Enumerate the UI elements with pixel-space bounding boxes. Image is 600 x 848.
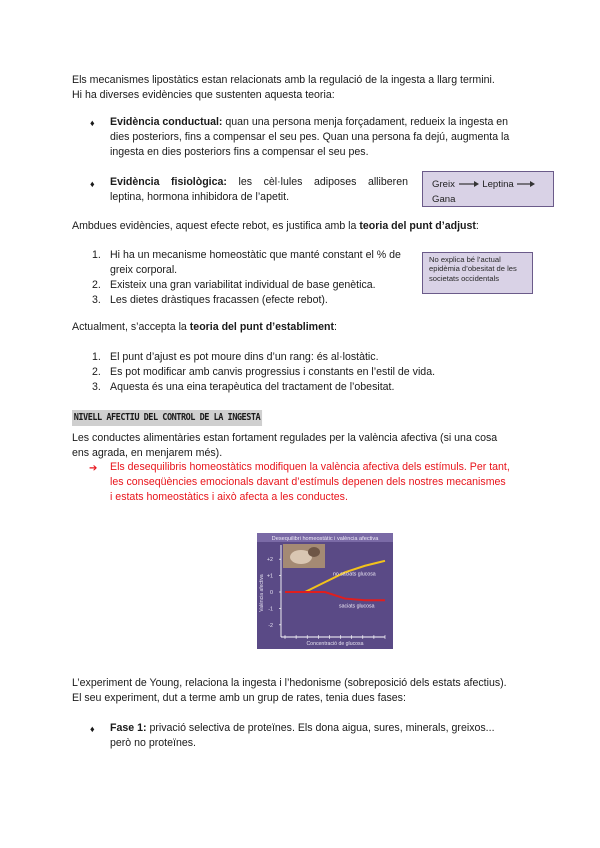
list-item-text: Hi ha un mecanisme homeostàtic que manté constant el % de [110,249,401,261]
y-tick-label: +2 [266,557,273,564]
x-axis-label: Concentració de glucosa [306,641,364,647]
list-item: El punt d’ajust es pot moure dins d’un rang: és al·lostàtic. [110,351,379,363]
note-line: societats occidentals [429,273,500,283]
rebound-text: Ambdues evidències, aquest efecte rebot, es justifica amb la [72,220,360,232]
diamond-bullet-icon: ♦ [90,179,95,189]
evidence-behavioural [110,115,528,160]
note-line: No explica bé l’actual [429,255,501,264]
diamond-bullet-icon: ♦ [90,118,95,128]
y-tick-label: -2 [268,622,273,629]
list-item: Les dietes dràstiques fracassen (efecte rebot). [110,294,328,306]
evidence-text: quan una persona menja forçadament, redueix la ingesta en [222,116,509,128]
list-number: 2. [92,279,101,291]
paragraph-line: El seu experiment, dut a terme amb un grup de rates, tenia dues fases: [72,692,406,704]
arrow-right-icon: ➔ [89,463,98,474]
list-item: Es pot modificar amb canvis progressius i constants en l’estil de vida. [110,366,436,378]
leptin-label: Leptina [482,179,514,190]
valence-chart [257,533,393,649]
intro-line-2: Hi ha diverses evidències que sustenten aquesta teoria: [72,89,335,101]
list-item-text: greix corporal. [110,264,178,276]
evidence-text: dies posteriors, fins a compensar el seu pes. Quan una persona fa dejú, augmenta la [110,131,510,143]
young-paragraph [72,676,507,706]
rebound-colon: : [475,220,479,232]
evidence-title: Evidència fisiològica: [110,176,227,188]
obesity-note-box [422,252,533,294]
arrow-right-icon [516,180,536,188]
y-tick-label: +1 [266,573,273,580]
list-number: 3. [92,294,101,306]
fat-label: Greix [432,179,455,190]
series-label: saciats glucosa [339,603,375,610]
paragraph-line: Les conductes alimentàries estan fortament regulades per la valència afectiva (si una cosa [72,432,498,444]
highlight-line: Els desequilibris homeostàtics modifiquen la valència afectiva dels estímuls. Per tant, [110,461,510,473]
evidence-text: ingesta en dies posteriors fins a compensar el seu pes. [110,146,369,158]
affective-highlight [110,460,510,505]
y-tick-label: -1 [268,606,273,613]
chart-title: Desequilibri homeostàtic i valència afectiva [271,536,379,542]
settling-theory: teoria del punt d’establiment [189,321,334,333]
evidence-text: les cèl·lules adiposes alliberen [226,176,408,188]
phase-text: privació selectiva de proteïnes. Els dona aigua, sures, minerals, greixos... [146,722,495,734]
rat-photo-shape [308,547,320,557]
hunger-label: Gana [432,194,456,205]
list-item [110,248,401,278]
intro-paragraph [72,73,495,103]
intro-line-1: Els mecanismes lipostàtics estan relacionats amb la regulació de la ingesta a llarg termini. [72,74,495,86]
highlight-line: i estats homeostàtics i això afecta a les conductes. [110,491,348,503]
leptin-diagram-box [422,171,554,207]
paragraph-line: ens agrada, en menjarem més). [72,447,223,459]
arrow-right-icon [458,180,480,188]
affective-paragraph [72,431,497,461]
evidence-text: leptina, hormona inhibidora de l’apetit. [110,191,290,203]
section-heading: NIVELL AFECTIU DEL CONTROL DE LA INGESTA [72,410,262,426]
list-number: 2. [92,366,101,378]
rebound-theory: teoria del punt d’adjust [359,220,476,232]
settling-colon: : [334,321,337,333]
diamond-bullet-icon: ♦ [90,724,95,734]
list-number: 3. [92,381,101,393]
highlight-line: les conseqüències emocionals davant d’estímuls depenen dels nostres mecanismes [110,476,506,488]
list-item: Existeix una gran variabilitat individual de base genètica. [110,279,376,291]
y-tick-label: 0 [270,590,273,596]
y-axis-label: València afectiva [259,574,265,612]
paragraph-line: L’experiment de Young, relaciona la ingesta i l’hedonisme (sobreposició dels estats afectius). [72,677,507,689]
evidence-physiological [110,175,408,205]
list-number: 1. [92,249,101,261]
note-line: epidèmia d’obesitat de les [429,264,517,274]
rebound-sentence [72,219,479,234]
leptin-flow [432,177,553,207]
phase-text: però no proteïnes. [110,737,196,749]
series-label: no saciats glucosa [333,571,376,578]
phase-1 [110,721,495,751]
phase-title: Fase 1: [110,722,147,734]
settling-sentence [72,320,337,335]
settling-text: Actualment, s’accepta la [72,321,190,333]
evidence-title: Evidència conductual: [110,116,223,128]
list-number: 1. [92,351,101,363]
list-item: Aquesta és una eina terapèutica del tractament de l’obesitat. [110,381,395,393]
